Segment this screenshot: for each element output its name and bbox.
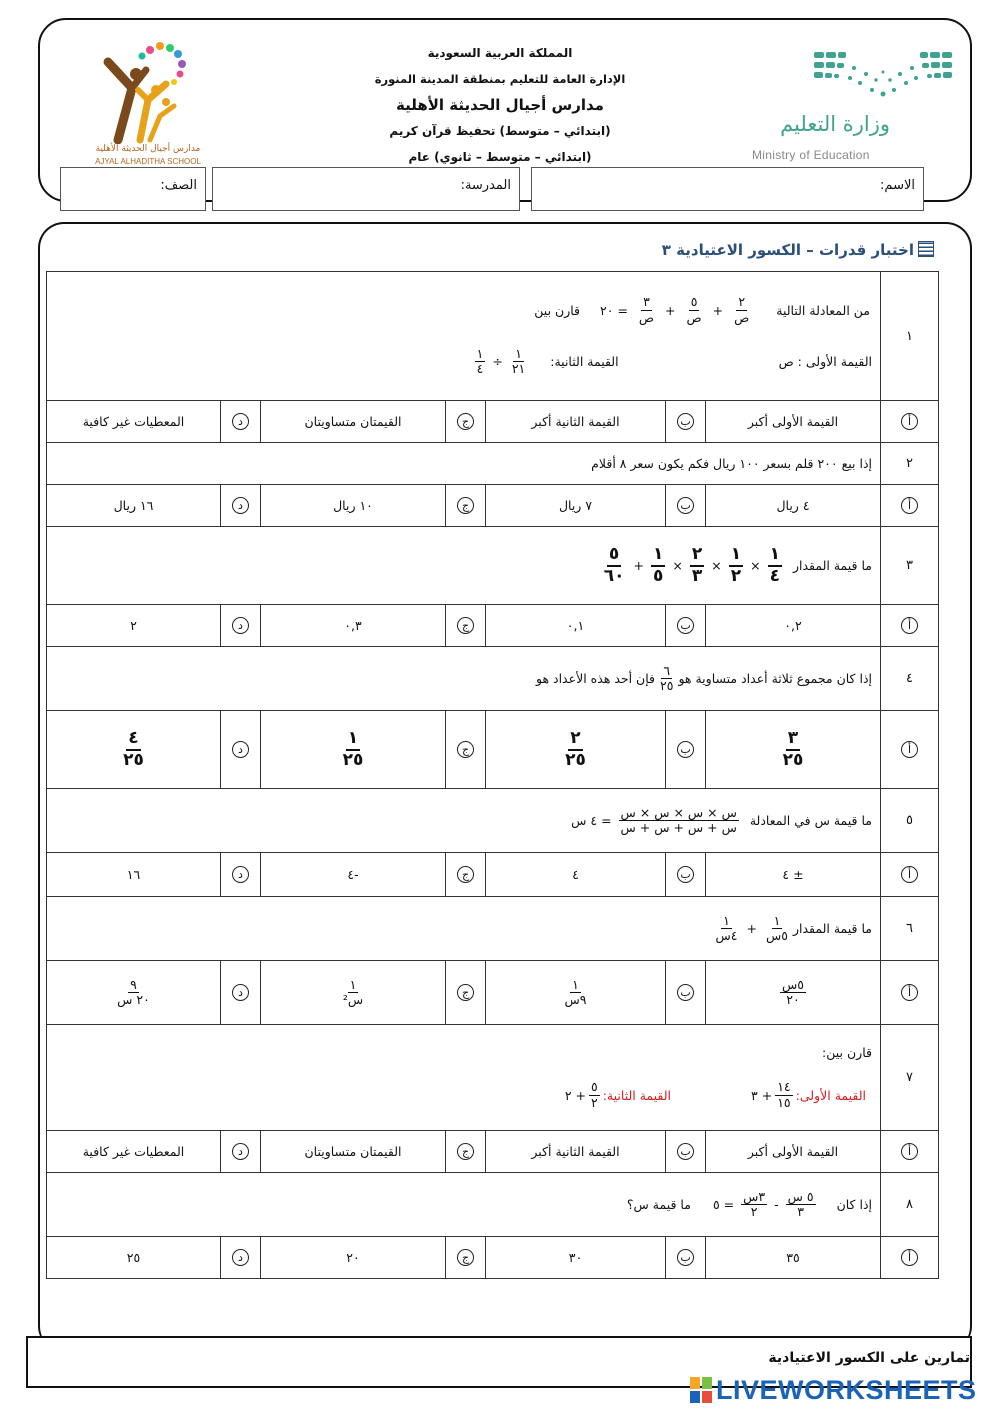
denominator: ٢: [730, 565, 742, 586]
options-row-4: [47, 711, 939, 789]
letter-c-circle: ج: [457, 497, 474, 514]
q7-value-1-label: القيمة الأولى:: [795, 1087, 866, 1103]
denominator: ٥س: [765, 928, 788, 943]
letter-b-circle: ب: [677, 1143, 694, 1160]
q5-equals: = ٤ س: [571, 813, 612, 828]
question-text: ما قيمة المقدار $\frac{١}{٤}$ × $\frac{١}{٢}$ × $\frac{٢}{٣}$ × $\frac{١}{٥}$ + $\frac{٥}{٦٠}$: [47, 527, 881, 605]
option-letter-a[interactable]: [881, 961, 939, 1025]
denominator: ٢: [750, 1204, 758, 1219]
option-letter-a[interactable]: [881, 401, 939, 443]
q7-prefix: قارن بين:: [822, 1045, 872, 1061]
q6-fraction: [764, 914, 790, 944]
numerator: ١: [515, 346, 522, 361]
option-letter-a[interactable]: [881, 605, 939, 647]
letter-a-circle: أ: [901, 1249, 918, 1266]
numerator: ٥: [591, 1079, 598, 1095]
denominator: ٢: [591, 1094, 598, 1110]
option-c[interactable]: ١٠ ريال: [261, 485, 446, 527]
worksheet-icon: [918, 241, 934, 257]
q8-prefix: إذا كان: [836, 1197, 872, 1212]
options-row-2: [47, 485, 939, 527]
option-a[interactable]: ٤ ريال: [706, 485, 881, 527]
option-letter-c[interactable]: [446, 853, 486, 897]
school-heading: [330, 40, 670, 170]
denominator: ٤: [476, 361, 484, 377]
q4-suffix: فإن أحد هذه الأعداد هو: [535, 671, 656, 686]
q3-fraction: [602, 545, 627, 586]
letter-c-circle: ج: [457, 1249, 474, 1266]
option-d[interactable]: ١٦: [47, 853, 221, 897]
question-number: ٢: [881, 443, 939, 485]
option-letter-c[interactable]: [446, 605, 486, 647]
option-c[interactable]: -٤: [261, 853, 446, 897]
option-a[interactable]: ٠,٢: [706, 605, 881, 647]
option-a[interactable]: القيمة الأولى أكبر: [706, 1131, 881, 1173]
option-b[interactable]: ٤: [486, 853, 666, 897]
option-letter-b[interactable]: [666, 711, 706, 789]
q3-fraction: [690, 545, 704, 586]
option-letter-a[interactable]: [881, 1131, 939, 1173]
option-a[interactable]: ٣٥: [706, 1237, 881, 1279]
denominator: س²: [342, 992, 364, 1007]
option-d[interactable]: [47, 711, 221, 789]
denominator: ٢٠ س: [117, 992, 150, 1007]
denominator: ٣: [691, 565, 703, 586]
question-number: ٨: [881, 1173, 939, 1237]
denominator: ٤: [769, 565, 780, 586]
letter-d-circle: د: [232, 617, 249, 634]
letter-d-circle: د: [232, 1143, 249, 1160]
option-a[interactable]: [706, 961, 881, 1025]
option-letter-d[interactable]: [221, 605, 261, 647]
letter-c-circle: ج: [457, 617, 474, 634]
liveworksheets-brand[interactable]: [690, 1372, 977, 1408]
denominator: ٢٥: [342, 749, 364, 770]
option-letter-d[interactable]: [221, 961, 261, 1025]
letter-b-circle: ب: [677, 741, 694, 758]
footer-title: تمارين على الكسور الاعتيادية: [768, 1350, 970, 1366]
numerator: ١: [729, 545, 743, 567]
numerator: ٥: [607, 545, 621, 567]
question-number: ٣: [881, 527, 939, 605]
question-text: [47, 647, 881, 711]
option-letter-d[interactable]: [221, 1237, 261, 1279]
q7-v1-rest: + ٣: [751, 1087, 773, 1103]
options-row-5: [47, 853, 939, 897]
question-number: ٥: [881, 789, 939, 853]
q8-suffix: ما قيمة س؟: [626, 1197, 691, 1212]
option-letter-b[interactable]: [666, 1131, 706, 1173]
option-letter-c[interactable]: [446, 1237, 486, 1279]
options-row-6: [47, 961, 939, 1025]
class-field[interactable]: [60, 167, 206, 211]
denominator: ٩س: [564, 992, 587, 1007]
option-letter-b[interactable]: [666, 401, 706, 443]
question-number: ٤: [881, 647, 939, 711]
numerator: ٢: [568, 729, 582, 751]
letter-d-circle: د: [232, 984, 249, 1001]
question-row-4: [47, 647, 939, 711]
option-d[interactable]: [47, 961, 221, 1025]
letter-c-circle: ج: [457, 866, 474, 883]
option-d[interactable]: ٢٥: [47, 1237, 221, 1279]
question-text: إذا بيع ٢٠٠ قلم بسعر ١٠٠ ريال فكم يكون سعر ٨ أقلام: [47, 443, 881, 485]
option-c[interactable]: ٢٠: [261, 1237, 446, 1279]
denominator: ٢٥: [565, 749, 586, 770]
numerator: ١٤: [777, 1079, 791, 1095]
q1-v2-fraction: [475, 347, 486, 377]
option-b[interactable]: ٣٠: [486, 1237, 666, 1279]
numerator: ٣س: [743, 1188, 766, 1204]
option-letter-d[interactable]: [221, 1131, 261, 1173]
ministry-logo: [752, 50, 952, 165]
quiz-title-text: اختبار قدرات – الكسور الاعتيادية ٣: [661, 241, 914, 259]
q3-prefix: ما قيمة المقدار: [792, 558, 872, 573]
q1-compare: قارن بين: [534, 302, 581, 318]
kingdom-line: المملكة العربية السعودية: [427, 46, 573, 60]
denominator: ص: [734, 309, 750, 325]
q6-prefix: ما قيمة المقدار: [792, 921, 872, 936]
option-b[interactable]: القيمة الثانية أكبر: [486, 1131, 666, 1173]
option-a[interactable]: [706, 711, 881, 789]
option-letter-c[interactable]: [446, 961, 486, 1025]
option-c[interactable]: القيمتان متساويتان: [261, 1131, 446, 1173]
name-field[interactable]: [531, 167, 924, 211]
letter-a-circle: أ: [901, 984, 918, 1001]
q7-v1-fraction: [775, 1080, 792, 1110]
option-letter-c[interactable]: [446, 711, 486, 789]
options-row-8: [47, 1237, 939, 1279]
denominator: ٥: [652, 565, 664, 586]
denominator: س + س + س + س: [620, 820, 737, 835]
letter-c-circle: ج: [457, 413, 474, 430]
option-d[interactable]: ٢: [47, 605, 221, 647]
q8-fraction: [786, 1190, 816, 1220]
denominator: ٢١: [511, 361, 526, 377]
options-row-1: [47, 401, 939, 443]
q1-fraction: [732, 295, 751, 325]
q3-fraction: [651, 545, 665, 586]
option-letter-b[interactable]: [666, 605, 706, 647]
question-text: إذا كان $\frac{\text{٥ س}}{٣}$ - $\frac{\text{٣س}}{٢}$ = ٥ ما قيمة س؟: [47, 1173, 881, 1237]
q7-value-2-label: القيمة الثانية:: [602, 1087, 672, 1103]
denominator: ٢٥: [782, 749, 804, 770]
letter-a-circle: أ: [901, 617, 918, 634]
q4-prefix: إذا كان مجموع ثلاثة أعداد متساوية هو: [678, 671, 872, 686]
letter-c-circle: ج: [457, 984, 474, 1001]
question-text: ما قيمة المقدار $\frac{١}{\text{٥س}}$ + $\frac{١}{\text{٤س}}$: [47, 897, 881, 961]
class-label: الصف:: [160, 178, 197, 193]
ministry-name-ar: وزارة التعليم: [780, 112, 890, 136]
option-d[interactable]: ١٦ ريال: [47, 485, 221, 527]
q3-fraction: [768, 545, 782, 586]
option-b[interactable]: [486, 711, 666, 789]
liveworksheets-icon: [690, 1377, 712, 1403]
ajyal-name-en: AJYAL ALHADITHA SCHOOL: [95, 157, 201, 166]
q6-fraction: [714, 914, 740, 944]
letter-b-circle: ب: [677, 413, 694, 430]
letter-d-circle: د: [232, 866, 249, 883]
option-letter-d[interactable]: [221, 401, 261, 443]
letter-b-circle: ب: [677, 617, 694, 634]
option-d[interactable]: المعطيات غير كافية: [47, 1131, 221, 1173]
questions-table: [46, 271, 939, 1279]
q1-value-2-label: القيمة الثانية:: [550, 354, 619, 370]
option-letter-b[interactable]: [666, 1237, 706, 1279]
option-b[interactable]: ٧ ريال: [486, 485, 666, 527]
q8-fraction: [741, 1190, 767, 1220]
numerator: ١: [476, 346, 484, 361]
option-letter-b[interactable]: [666, 853, 706, 897]
question-row-2: [47, 443, 939, 485]
question-row-7: [47, 1025, 939, 1131]
numerator: ١: [651, 545, 665, 567]
option-b[interactable]: [486, 961, 666, 1025]
denominator: ٢٠: [786, 992, 800, 1007]
question-row-8: [47, 1173, 939, 1237]
option-letter-a[interactable]: [881, 711, 939, 789]
ministry-dots-icon: [814, 50, 952, 105]
letter-a-circle: أ: [901, 497, 918, 514]
denominator: ٦٠: [603, 565, 625, 586]
numerator: ١: [349, 976, 357, 992]
q1-equals: = ٢٠: [600, 302, 628, 318]
letter-d-circle: د: [232, 497, 249, 514]
q1-v2-fraction: [510, 347, 527, 377]
option-letter-a[interactable]: [881, 485, 939, 527]
ajyal-figures-icon: [88, 40, 208, 144]
option-c[interactable]: [261, 961, 446, 1025]
stages-general-line: (ابتدائي – متوسط – ثانوي) عام: [408, 150, 592, 164]
question-number: ٧: [881, 1025, 939, 1131]
letter-a-circle: أ: [901, 413, 918, 430]
numerator: س × س × س × س: [620, 804, 737, 820]
option-a[interactable]: القيمة الأولى أكبر: [706, 401, 881, 443]
q1-fraction: [685, 295, 704, 325]
option-c[interactable]: ٠,٣: [261, 605, 446, 647]
denominator: ٣: [797, 1204, 804, 1219]
school-name-line: مدارس أجيال الحديثة الأهلية: [396, 96, 604, 114]
q5-fraction: [619, 806, 739, 836]
numerator: ١: [346, 729, 360, 751]
letter-d-circle: د: [232, 413, 249, 430]
numerator: ١: [572, 976, 579, 992]
numerator: ٣: [786, 729, 800, 751]
question-text: [47, 789, 881, 853]
q5-prefix: ما قيمة س في المعادلة: [749, 813, 872, 828]
option-letter-b[interactable]: [666, 485, 706, 527]
numerator: ٥س: [782, 976, 804, 992]
numerator: ٢: [690, 545, 704, 567]
question-number: ١: [881, 272, 939, 401]
letter-c-circle: ج: [457, 741, 474, 758]
stages-quran-line: (ابتدائي – متوسط) تحفيظ قرآن كريم: [389, 124, 611, 138]
q8-equals: = ٥: [712, 1197, 735, 1212]
option-letter-c[interactable]: [446, 485, 486, 527]
question-number: ٦: [881, 897, 939, 961]
numerator: ١: [723, 912, 730, 928]
letter-d-circle: د: [232, 1249, 249, 1266]
denominator: ص: [686, 309, 702, 325]
option-a[interactable]: ± ٤: [706, 853, 881, 897]
question-text: من المعادلة التالية $\frac{٢}{\text{ص}}$ + $\frac{٥}{\text{ص}}$ + $\frac{٣}{\text{ص}}$ = ٢٠ قارن بين القيمة الأولى : ص القيمة الثانية: $\frac{١}{٢١}$ ÷ $\frac{١}{٤}$: [47, 272, 881, 401]
ajyal-school-logo: [88, 40, 208, 170]
q1-prefix: من المعادلة التالية: [776, 302, 870, 318]
ajyal-name-ar: مدارس أجيال الحديثة الأهلية: [95, 144, 201, 154]
numerator: ٣: [643, 294, 650, 310]
option-c[interactable]: القيمتان متساويتان: [261, 401, 446, 443]
question-row-5: [47, 789, 939, 853]
numerator: ٤: [126, 729, 140, 751]
option-b[interactable]: القيمة الثانية أكبر: [486, 401, 666, 443]
option-letter-c[interactable]: [446, 401, 486, 443]
option-b[interactable]: ٠,١: [486, 605, 666, 647]
letter-a-circle: أ: [901, 866, 918, 883]
school-field[interactable]: [212, 167, 520, 211]
question-row-1: [47, 272, 939, 401]
numerator: ١: [768, 545, 782, 567]
denominator: ٢٥: [660, 678, 674, 693]
letter-c-circle: ج: [457, 1143, 474, 1160]
administration-line: الإدارة العامة للتعليم بمنطقة المدينة المنورة: [374, 72, 626, 86]
option-d[interactable]: المعطيات غير كافية: [47, 401, 221, 443]
options-row-7: [47, 1131, 939, 1173]
numerator: ١: [773, 912, 781, 928]
letter-d-circle: د: [232, 741, 249, 758]
q4-fraction: [658, 664, 675, 694]
numerator: ٩: [130, 976, 137, 992]
letter-b-circle: ب: [677, 1249, 694, 1266]
letter-b-circle: ب: [677, 497, 694, 514]
options-row-3: [47, 605, 939, 647]
denominator: ٢٥: [123, 749, 144, 770]
letter-a-circle: أ: [901, 1143, 918, 1160]
option-c[interactable]: [261, 711, 446, 789]
option-letter-d[interactable]: [221, 711, 261, 789]
question-row-3: [47, 527, 939, 605]
letter-b-circle: ب: [677, 866, 694, 883]
liveworksheets-text: LIVEWORKSHEETS: [716, 1374, 977, 1405]
name-label: الاسم:: [880, 178, 915, 193]
numerator: ٢: [738, 294, 746, 310]
option-letter-a[interactable]: [881, 1237, 939, 1279]
q1-fraction: [637, 295, 656, 325]
question-text: [47, 1025, 881, 1131]
q7-v2-fraction: [589, 1080, 600, 1110]
option-letter-a[interactable]: [881, 853, 939, 897]
option-letter-d[interactable]: [221, 485, 261, 527]
option-letter-d[interactable]: [221, 853, 261, 897]
denominator: ٤س: [715, 928, 738, 943]
option-letter-c[interactable]: [446, 1131, 486, 1173]
question-row-6: [47, 897, 939, 961]
q1-value-1: القيمة الأولى : ص: [778, 354, 872, 370]
denominator: ١٥: [777, 1094, 791, 1110]
numerator: ٥: [690, 294, 698, 310]
q3-fraction: [729, 545, 743, 586]
school-label: المدرسة:: [460, 178, 511, 193]
letter-b-circle: ب: [677, 984, 694, 1001]
denominator: ص: [638, 309, 655, 325]
ministry-name-en: Ministry of Education: [752, 148, 870, 162]
option-letter-b[interactable]: [666, 961, 706, 1025]
numerator: ٦: [663, 662, 671, 678]
letter-a-circle: أ: [901, 741, 918, 758]
quiz-title: [662, 241, 934, 259]
q7-v2-rest: + ٢: [564, 1087, 586, 1103]
numerator: ٥ س: [787, 1188, 814, 1204]
